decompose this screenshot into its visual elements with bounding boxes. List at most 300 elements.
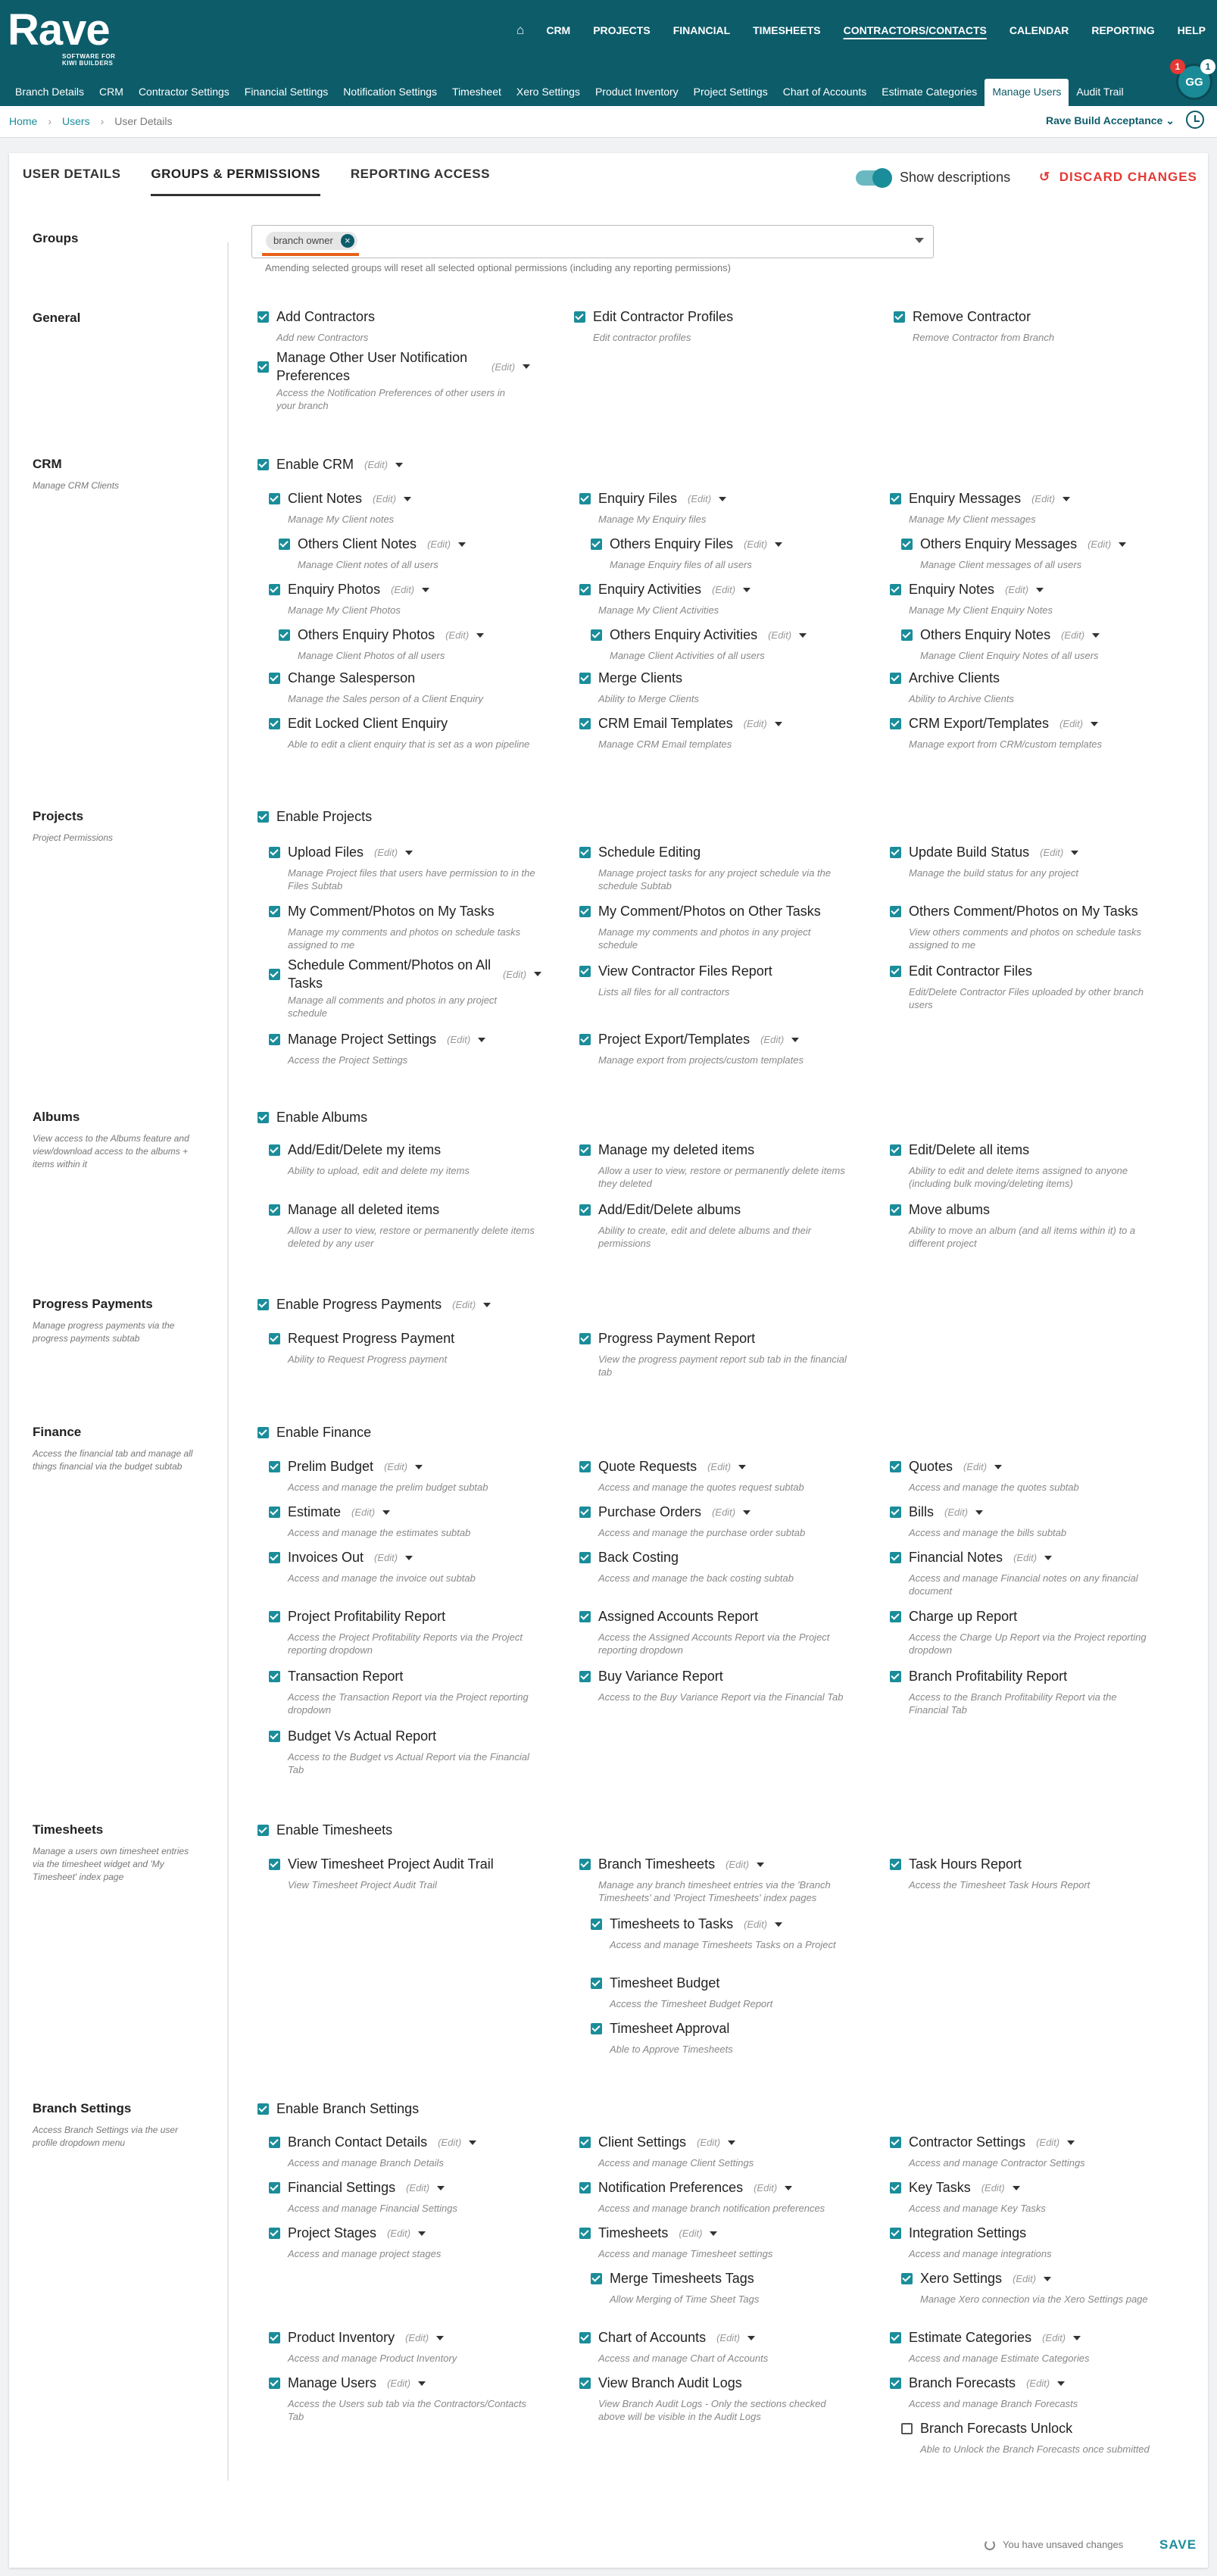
permission-checkbox[interactable] (579, 1507, 591, 1518)
permission-checkbox[interactable] (591, 2273, 602, 2284)
permission-label[interactable]: Others Client Notes (298, 536, 417, 551)
caret-down-icon[interactable] (791, 1038, 799, 1042)
permission-checkbox[interactable] (579, 1671, 591, 1682)
permission-checkbox[interactable] (579, 2228, 591, 2239)
permission-label[interactable]: My Comment/Photos on My Tasks (288, 904, 495, 919)
permission-label[interactable]: Others Enquiry Activities (610, 627, 758, 642)
permission-label[interactable]: Estimate (288, 1504, 342, 1519)
edit-link[interactable]: (Edit) (1061, 629, 1085, 641)
caret-down-icon[interactable] (422, 588, 429, 592)
caret-down-icon[interactable] (1036, 588, 1044, 592)
permission-checkbox[interactable] (591, 629, 602, 641)
edit-link[interactable]: (Edit) (373, 493, 397, 504)
edit-link[interactable]: (Edit) (963, 1461, 988, 1472)
permission-label[interactable]: Others Enquiry Messages (920, 536, 1078, 551)
permission-label[interactable]: Product Inventory (288, 2330, 395, 2345)
permission-checkbox[interactable] (901, 539, 913, 550)
permission-label[interactable]: Transaction Report (288, 1669, 404, 1684)
permission-checkbox[interactable] (269, 2137, 280, 2148)
permission-label[interactable]: Bills (909, 1504, 935, 1519)
permission-label[interactable]: Manage all deleted items (288, 1202, 440, 1217)
permission-checkbox[interactable] (269, 2182, 280, 2194)
permission-label[interactable]: Enquiry Photos (288, 582, 381, 597)
caret-down-icon[interactable] (719, 497, 726, 501)
caret-down-icon[interactable] (1073, 2336, 1081, 2340)
permission-label[interactable]: Xero Settings (920, 2271, 1003, 2286)
permission-checkbox[interactable] (257, 1299, 269, 1310)
permission-label[interactable]: Branch Forecasts Unlock (920, 2421, 1073, 2436)
edit-link[interactable]: (Edit) (679, 2228, 703, 2239)
edit-link[interactable]: (Edit) (1059, 718, 1084, 729)
chip-remove-icon[interactable]: × (341, 234, 354, 248)
permission-label[interactable]: Task Hours Report (909, 1856, 1022, 1872)
permission-label[interactable]: Enquiry Notes (909, 582, 995, 597)
edit-link[interactable]: (Edit) (768, 629, 792, 641)
edit-link[interactable]: (Edit) (754, 2182, 778, 2194)
permission-checkbox[interactable] (890, 1859, 901, 1870)
permission-label[interactable]: Enable Finance (276, 1425, 372, 1440)
caret-down-icon[interactable] (382, 1510, 390, 1515)
permission-checkbox[interactable] (257, 811, 269, 823)
permission-checkbox[interactable] (579, 2182, 591, 2194)
permission-label[interactable]: View Contractor Files Report (598, 963, 772, 979)
permission-label[interactable]: Assigned Accounts Report (598, 1609, 759, 1624)
permission-checkbox[interactable] (257, 1825, 269, 1836)
permission-checkbox[interactable] (579, 906, 591, 917)
permission-label[interactable]: Financial Settings (288, 2180, 396, 2195)
nav-timesheets[interactable]: TIMESHEETS (753, 24, 821, 36)
dropdown-caret-icon[interactable] (915, 238, 924, 243)
caret-down-icon[interactable] (418, 2231, 426, 2236)
caret-down-icon[interactable] (418, 2381, 426, 2386)
permission-checkbox[interactable] (890, 493, 901, 504)
edit-link[interactable]: (Edit) (1013, 1552, 1038, 1563)
caret-down-icon[interactable] (1092, 633, 1100, 638)
subnav-estimate-categories[interactable]: Estimate Categories (882, 86, 978, 98)
permission-checkbox[interactable] (269, 1461, 280, 1472)
permission-label[interactable]: Notification Preferences (598, 2180, 744, 2195)
permission-checkbox[interactable] (591, 1919, 602, 1930)
edit-link[interactable]: (Edit) (427, 539, 451, 550)
edit-link[interactable]: (Edit) (387, 2228, 411, 2239)
caret-down-icon[interactable] (738, 1465, 746, 1469)
edit-link[interactable]: (Edit) (351, 1507, 376, 1518)
permission-checkbox[interactable] (890, 847, 901, 858)
permission-label[interactable]: Charge up Report (909, 1609, 1018, 1624)
edit-link[interactable]: (Edit) (1031, 493, 1056, 504)
edit-link[interactable]: (Edit) (503, 968, 527, 980)
edit-link[interactable]: (Edit) (1005, 584, 1029, 595)
permission-checkbox[interactable] (269, 2378, 280, 2389)
subnav-xero-settings[interactable]: Xero Settings (516, 86, 580, 98)
caret-down-icon[interactable] (728, 2140, 735, 2145)
permission-checkbox[interactable] (579, 673, 591, 684)
permission-label[interactable]: Contractor Settings (909, 2134, 1026, 2150)
subnav-crm[interactable]: CRM (99, 86, 123, 98)
permission-checkbox[interactable] (257, 361, 269, 373)
permission-label[interactable]: Invoices Out (288, 1550, 364, 1565)
subnav-manage-users[interactable]: Manage Users (985, 79, 1069, 106)
permission-checkbox[interactable] (579, 1144, 591, 1156)
permission-checkbox[interactable] (890, 1204, 901, 1216)
permission-label[interactable]: Add Contractors (276, 309, 376, 324)
edit-link[interactable]: (Edit) (387, 2378, 411, 2389)
edit-link[interactable]: (Edit) (1087, 539, 1112, 550)
caret-down-icon[interactable] (436, 2336, 444, 2340)
caret-down-icon[interactable] (523, 364, 530, 369)
permission-checkbox[interactable] (591, 1978, 602, 1989)
permission-checkbox[interactable] (901, 2423, 913, 2434)
permission-checkbox[interactable] (890, 1671, 901, 1682)
permission-checkbox[interactable] (890, 906, 901, 917)
edit-link[interactable]: (Edit) (1040, 847, 1064, 858)
caret-down-icon[interactable] (975, 1510, 983, 1515)
caret-down-icon[interactable] (458, 542, 466, 547)
permission-checkbox[interactable] (579, 2332, 591, 2343)
notification-badge[interactable]: 1 (1170, 59, 1185, 74)
subnav-product-inventory[interactable]: Product Inventory (594, 86, 679, 98)
permission-label[interactable]: Quote Requests (598, 1459, 697, 1474)
permission-label[interactable]: Merge Timesheets Tags (610, 2271, 754, 2286)
edit-link[interactable]: (Edit) (452, 1299, 476, 1310)
permission-checkbox[interactable] (894, 311, 905, 323)
permission-checkbox[interactable] (901, 629, 913, 641)
caret-down-icon[interactable] (1063, 497, 1070, 501)
permission-label[interactable]: Others Enquiry Files (610, 536, 734, 551)
permission-checkbox[interactable] (269, 584, 280, 595)
permission-label[interactable]: Branch Contact Details (288, 2134, 428, 2150)
permission-checkbox[interactable] (579, 1611, 591, 1622)
permission-label[interactable]: Enquiry Activities (598, 582, 702, 597)
permission-checkbox[interactable] (269, 847, 280, 858)
permission-label[interactable]: Client Settings (598, 2134, 687, 2150)
permission-checkbox[interactable] (269, 718, 280, 729)
branch-selector[interactable] (1046, 114, 1175, 127)
permission-checkbox[interactable] (579, 966, 591, 977)
permission-label[interactable]: Back Costing (598, 1550, 679, 1565)
caret-down-icon[interactable] (476, 633, 484, 638)
permission-checkbox[interactable] (579, 2378, 591, 2389)
caret-down-icon[interactable] (1044, 2277, 1051, 2281)
discard-changes-button[interactable] (1039, 170, 1197, 185)
permission-checkbox[interactable] (890, 2378, 901, 2389)
permission-label[interactable]: Enquiry Messages (909, 491, 1022, 506)
caret-down-icon[interactable] (785, 2186, 792, 2190)
permission-checkbox[interactable] (579, 1333, 591, 1344)
edit-link[interactable]: (Edit) (445, 629, 470, 641)
edit-link[interactable]: (Edit) (981, 2182, 1005, 2194)
permission-checkbox[interactable] (579, 847, 591, 858)
permission-label[interactable]: CRM Export/Templates (909, 716, 1050, 731)
permission-label[interactable]: Purchase Orders (598, 1504, 702, 1519)
subnav-financial-settings[interactable]: Financial Settings (244, 86, 329, 98)
caret-down-icon[interactable] (395, 463, 403, 467)
caret-down-icon[interactable] (775, 1922, 782, 1927)
caret-down-icon[interactable] (1067, 2140, 1075, 2145)
permission-label[interactable]: Change Salesperson (288, 670, 416, 685)
permission-checkbox[interactable] (579, 718, 591, 729)
caret-down-icon[interactable] (994, 1465, 1002, 1469)
permission-checkbox[interactable] (257, 1427, 269, 1438)
caret-down-icon[interactable] (743, 1510, 750, 1515)
caret-down-icon[interactable] (415, 1465, 423, 1469)
caret-down-icon[interactable] (1013, 2186, 1020, 2190)
edit-link[interactable]: (Edit) (364, 459, 389, 470)
permission-checkbox[interactable] (890, 2332, 901, 2343)
caret-down-icon[interactable] (1119, 542, 1126, 547)
edit-link[interactable]: (Edit) (1042, 2332, 1066, 2343)
tab-user-details[interactable]: USER DETAILS (23, 167, 121, 181)
permission-checkbox[interactable] (579, 1461, 591, 1472)
permission-checkbox[interactable] (890, 2137, 901, 2148)
permission-checkbox[interactable] (269, 1333, 280, 1344)
permission-label[interactable]: Schedule Comment/Photos on All Tasks (288, 957, 491, 991)
permission-checkbox[interactable] (269, 1552, 280, 1563)
edit-link[interactable]: (Edit) (405, 2332, 429, 2343)
permission-label[interactable]: Integration Settings (909, 2225, 1027, 2240)
edit-link[interactable]: (Edit) (712, 1507, 736, 1518)
caret-down-icon[interactable] (1044, 1556, 1052, 1560)
permission-label[interactable]: Enquiry Files (598, 491, 678, 506)
permission-label[interactable]: View Timesheet Project Audit Trail (288, 1856, 494, 1872)
subnav-audit-trail[interactable]: Audit Trail (1076, 86, 1124, 98)
permission-label[interactable]: Others Enquiry Notes (920, 627, 1051, 642)
clock-icon[interactable] (1186, 111, 1204, 129)
permission-checkbox[interactable] (269, 1731, 280, 1742)
permission-label[interactable]: View Branch Audit Logs (598, 2375, 742, 2390)
tab-groups-permissions[interactable]: GROUPS & PERMISSIONS (151, 167, 320, 196)
permission-label[interactable]: Budget Vs Actual Report (288, 1728, 437, 1744)
edit-link[interactable]: (Edit) (406, 2182, 430, 2194)
permission-checkbox[interactable] (269, 1611, 280, 1622)
permission-label[interactable]: Others Enquiry Photos (298, 627, 435, 642)
permission-label[interactable]: Request Progress Payment (288, 1331, 455, 1346)
permission-label[interactable]: Remove Contractor (913, 309, 1031, 324)
permission-label[interactable]: Edit Locked Client Enquiry (288, 716, 448, 731)
caret-down-icon[interactable] (799, 633, 807, 638)
edit-link[interactable]: (Edit) (374, 1552, 398, 1563)
permission-label[interactable]: Add/Edit/Delete albums (598, 1202, 741, 1217)
permission-label[interactable]: Branch Forecasts (909, 2375, 1016, 2390)
subnav-timesheet[interactable]: Timesheet (452, 86, 501, 98)
subnav-chart-of-accounts[interactable]: Chart of Accounts (782, 86, 867, 98)
permission-checkbox[interactable] (890, 966, 901, 977)
permission-checkbox[interactable] (890, 1144, 901, 1156)
permission-checkbox[interactable] (579, 584, 591, 595)
permission-label[interactable]: Quotes (909, 1459, 953, 1474)
edit-link[interactable]: (Edit) (1026, 2378, 1050, 2389)
permission-label[interactable]: Buy Variance Report (598, 1669, 723, 1684)
subnav-notification-settings[interactable]: Notification Settings (343, 86, 438, 98)
permission-checkbox[interactable] (269, 493, 280, 504)
edit-link[interactable]: (Edit) (707, 1461, 732, 1472)
permission-label[interactable]: Update Build Status (909, 845, 1030, 860)
nav-contractors[interactable]: CONTRACTORS/CONTACTS (843, 24, 987, 36)
permission-label[interactable]: Project Export/Templates (598, 1032, 750, 1047)
permission-checkbox[interactable] (269, 2332, 280, 2343)
permission-checkbox[interactable] (269, 1034, 280, 1045)
permission-checkbox[interactable] (257, 1112, 269, 1123)
permission-checkbox[interactable] (579, 2137, 591, 2148)
permission-label[interactable]: Manage my deleted items (598, 1142, 755, 1157)
breadcrumb-home[interactable]: Home (9, 115, 38, 127)
permission-checkbox[interactable] (890, 1461, 901, 1472)
edit-link[interactable]: (Edit) (743, 718, 767, 729)
edit-link[interactable]: (Edit) (1036, 2137, 1060, 2148)
edit-link[interactable]: (Edit) (384, 1461, 408, 1472)
edit-link[interactable]: (Edit) (697, 2137, 721, 2148)
permission-label[interactable]: Timesheets (598, 2225, 669, 2240)
permission-checkbox[interactable] (269, 1859, 280, 1870)
permission-checkbox[interactable] (890, 584, 901, 595)
permission-checkbox[interactable] (257, 2103, 269, 2115)
rave-logo[interactable] (8, 5, 116, 67)
permission-checkbox[interactable] (269, 906, 280, 917)
permission-checkbox[interactable] (269, 1204, 280, 1216)
permission-label[interactable]: Edit/Delete all items (909, 1142, 1030, 1157)
permission-label[interactable]: Financial Notes (909, 1550, 1003, 1565)
message-badge[interactable]: 1 (1200, 59, 1215, 74)
permission-checkbox[interactable] (579, 1204, 591, 1216)
permission-checkbox[interactable] (269, 673, 280, 684)
permission-label[interactable]: Prelim Budget (288, 1459, 374, 1474)
permission-label[interactable]: Client Notes (288, 491, 363, 506)
edit-link[interactable]: (Edit) (716, 2332, 741, 2343)
toggle-switch[interactable] (856, 170, 891, 186)
caret-down-icon[interactable] (775, 722, 782, 726)
permission-checkbox[interactable] (901, 2273, 913, 2284)
permission-checkbox[interactable] (269, 1671, 280, 1682)
permission-checkbox[interactable] (591, 539, 602, 550)
permission-checkbox[interactable] (579, 1859, 591, 1870)
permission-checkbox[interactable] (890, 1611, 901, 1622)
permission-label[interactable]: Project Profitability Report (288, 1609, 446, 1624)
caret-down-icon[interactable] (775, 542, 782, 547)
permission-label[interactable]: Key Tasks (909, 2180, 971, 2195)
permission-checkbox[interactable] (890, 718, 901, 729)
home-icon[interactable]: ⌂ (516, 23, 525, 37)
edit-link[interactable]: (Edit) (726, 1859, 750, 1870)
permission-label[interactable]: Upload Files (288, 845, 364, 860)
permission-label[interactable]: Enable Albums (276, 1110, 368, 1125)
caret-down-icon[interactable] (1071, 851, 1078, 855)
permission-checkbox[interactable] (279, 629, 290, 641)
permission-checkbox[interactable] (579, 1552, 591, 1563)
edit-link[interactable]: (Edit) (374, 847, 398, 858)
nav-reporting[interactable]: REPORTING (1091, 24, 1155, 36)
permission-label[interactable]: Enable Projects (276, 809, 373, 824)
caret-down-icon[interactable] (405, 851, 413, 855)
permission-checkbox[interactable] (890, 2182, 901, 2194)
permission-label[interactable]: Timesheets to Tasks (610, 1916, 734, 1931)
permission-label[interactable]: Project Stages (288, 2225, 377, 2240)
edit-link[interactable]: (Edit) (391, 584, 415, 595)
permission-label[interactable]: Enable Progress Payments (276, 1297, 442, 1312)
subnav-contractor-settings[interactable]: Contractor Settings (138, 86, 229, 98)
edit-link[interactable]: (Edit) (744, 539, 768, 550)
permission-label[interactable]: Manage Project Settings (288, 1032, 437, 1047)
permission-label[interactable]: Estimate Categories (909, 2330, 1032, 2345)
permission-checkbox[interactable] (579, 493, 591, 504)
permission-label[interactable]: Manage Other User Notification Preferences (276, 350, 468, 383)
permission-label[interactable]: Edit Contractor Profiles (593, 309, 734, 324)
edit-link[interactable]: (Edit) (760, 1034, 785, 1045)
permission-checkbox[interactable] (269, 1507, 280, 1518)
permission-label[interactable]: Enable CRM (276, 457, 354, 472)
edit-link[interactable]: (Edit) (447, 1034, 471, 1045)
caret-down-icon[interactable] (478, 1038, 485, 1042)
permission-label[interactable]: Timesheet Approval (610, 2021, 730, 2036)
caret-down-icon[interactable] (437, 2186, 445, 2190)
caret-down-icon[interactable] (743, 588, 750, 592)
permission-checkbox[interactable] (579, 1034, 591, 1045)
edit-link[interactable]: (Edit) (944, 1507, 969, 1518)
permission-checkbox[interactable] (269, 1144, 280, 1156)
permission-label[interactable]: My Comment/Photos on Other Tasks (598, 904, 821, 919)
permission-label[interactable]: CRM Email Templates (598, 716, 733, 731)
edit-link[interactable]: (Edit) (1013, 2273, 1037, 2284)
edit-link[interactable]: (Edit) (491, 361, 516, 373)
permission-checkbox[interactable] (591, 2023, 602, 2034)
nav-crm[interactable]: CRM (546, 24, 571, 36)
permission-label[interactable]: Enable Timesheets (276, 1822, 393, 1838)
caret-down-icon[interactable] (1091, 722, 1098, 726)
nav-help[interactable]: HELP (1177, 24, 1206, 36)
permission-checkbox[interactable] (257, 311, 269, 323)
permission-label[interactable]: Branch Profitability Report (909, 1669, 1068, 1684)
nav-projects[interactable]: PROJECTS (593, 24, 651, 36)
caret-down-icon[interactable] (710, 2231, 717, 2236)
permission-checkbox[interactable] (574, 311, 585, 323)
permission-checkbox[interactable] (279, 539, 290, 550)
permission-label[interactable]: Edit Contractor Files (909, 963, 1033, 979)
permission-label[interactable]: Add/Edit/Delete my items (288, 1142, 442, 1157)
save-button[interactable]: SAVE (1159, 2537, 1197, 2552)
permission-checkbox[interactable] (257, 459, 269, 470)
breadcrumb-users[interactable]: Users (62, 115, 90, 127)
permission-label[interactable]: Merge Clients (598, 670, 683, 685)
permission-label[interactable]: Others Comment/Photos on My Tasks (909, 904, 1138, 919)
permission-label[interactable]: Schedule Editing (598, 845, 701, 860)
permission-checkbox[interactable] (890, 1507, 901, 1518)
permission-label[interactable]: Progress Payment Report (598, 1331, 756, 1346)
caret-down-icon[interactable] (405, 1556, 413, 1560)
permission-label[interactable]: Enable Branch Settings (276, 2101, 420, 2116)
tab-reporting-access[interactable]: REPORTING ACCESS (350, 167, 490, 181)
permission-checkbox[interactable] (890, 673, 901, 684)
permission-label[interactable]: Manage Users (288, 2375, 377, 2390)
permission-label[interactable]: Timesheet Budget (610, 1975, 720, 1991)
caret-down-icon[interactable] (747, 2336, 755, 2340)
permission-label[interactable]: Branch Timesheets (598, 1856, 716, 1872)
edit-link[interactable]: (Edit) (438, 2137, 462, 2148)
permission-label[interactable]: Archive Clients (909, 670, 1000, 685)
caret-down-icon[interactable] (1057, 2381, 1065, 2386)
permission-checkbox[interactable] (890, 1552, 901, 1563)
permission-checkbox[interactable] (269, 2228, 280, 2239)
caret-down-icon[interactable] (469, 2140, 476, 2145)
nav-calendar[interactable]: CALENDAR (1009, 24, 1069, 36)
subnav-branch-details[interactable]: Branch Details (15, 86, 85, 98)
edit-link[interactable]: (Edit) (712, 584, 736, 595)
permission-checkbox[interactable] (890, 2228, 901, 2239)
caret-down-icon[interactable] (483, 1303, 491, 1307)
permission-label[interactable]: Chart of Accounts (598, 2330, 707, 2345)
edit-link[interactable]: (Edit) (688, 493, 712, 504)
user-avatar[interactable]: GG (1176, 64, 1212, 100)
permission-checkbox[interactable] (269, 969, 280, 980)
caret-down-icon[interactable] (404, 497, 411, 501)
